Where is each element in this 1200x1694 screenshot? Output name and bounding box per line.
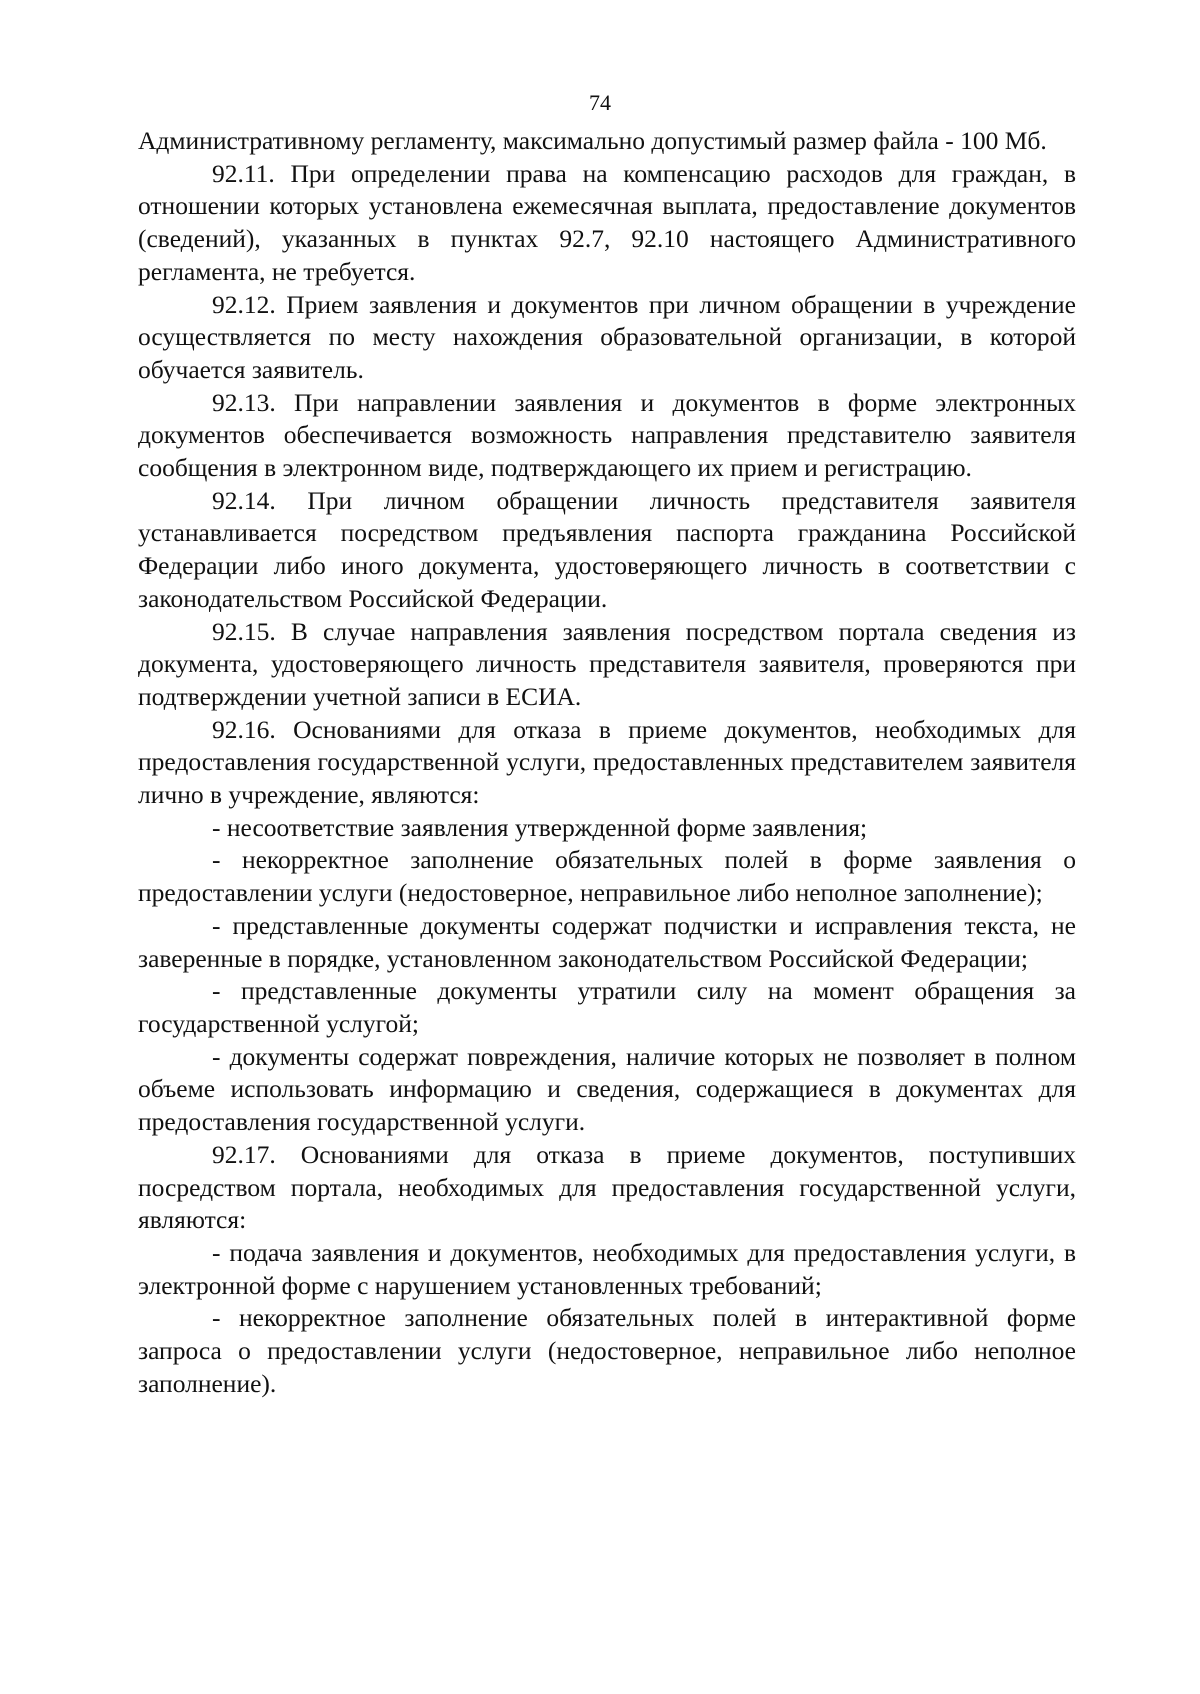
- paragraph-92-12: 92.12. Прием заявления и документов при личном обращении в учреждение осуществляется по месту нахождения образовательной организации, в которой обучается заявитель.: [138, 289, 1076, 384]
- paragraph-92-13: 92.13. При направлении заявления и документов в форме электронных документов обеспечивается возможность направления представителю заявителя сообщения в электронном виде, подтверждающего их прием и регистрацию.: [138, 387, 1076, 483]
- list-item: - представленные документы утратили силу на момент обращения за государственной услугой;: [138, 976, 1076, 1038]
- list-item: - некорректное заполнение обязательных полей в форме заявления о предоставлении услуги (недостоверное, неправильное либо неполное заполнение);: [138, 845, 1076, 908]
- list-item: - некорректное заполнение обязательных полей в интерактивной форме запроса о предоставлении услуги (недостоверное, неправильное либо неполное заполнение).: [138, 1303, 1076, 1398]
- list-item: - подача заявления и документов, необходимых для предоставления услуги, в электронной форме с нарушением установленных требований;: [138, 1237, 1076, 1300]
- list-item: - представленные документы содержат подчистки и исправления текста, не заверенные в порядке, установленном законодательством Российской Федерации;: [138, 910, 1076, 973]
- paragraph-92-17: 92.17. Основаниями для отказа в приеме документов, поступивших посредством портала, необходимых для предоставления государственной услуги, являются:: [138, 1139, 1076, 1235]
- paragraph-92-14: 92.14. При личном обращении личность представителя заявителя устанавливается посредством предъявления паспорта гражданина Российской Федерации либо иного документа, удостоверяющего личность в соответствии с законодательством Российской Федерации.: [138, 485, 1076, 613]
- list-item: - документы содержат повреждения, наличие которых не позволяет в полном объеме использовать информацию и сведения, содержащиеся в документах для предоставления государственной услуги.: [138, 1041, 1076, 1137]
- document-body: [138, 125, 1076, 1400]
- list-item: - несоответствие заявления утвержденной форме заявления;: [212, 812, 868, 842]
- paragraph-92-16: 92.16. Основаниями для отказа в приеме документов, необходимых для предоставления государственной услуги, предоставленных представителем заявителя лично в учреждение, являются:: [138, 714, 1076, 810]
- page-number: 74: [589, 90, 611, 115]
- paragraph-92-15: 92.15. В случае направления заявления посредством портала сведения из документа, удостоверяющего личность представителя заявителя, проверяются при подтверждении учетной записи в ЕСИА.: [138, 616, 1076, 711]
- paragraph-continuation: Административному регламенту, максимально допустимый размер файла - 100 Мб.: [138, 126, 1047, 155]
- paragraph-92-11: 92.11. При определении права на компенсацию расходов для граждан, в отношении которых установлена ежемесячная выплата, предоставление документов (сведений), указанных в пунктах 92.7, 92.10 настоящего Административного регламента, не требуется.: [138, 158, 1076, 286]
